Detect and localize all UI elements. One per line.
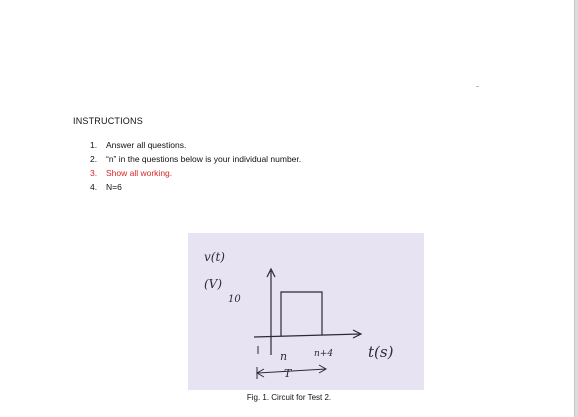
instruction-number: 2. [90,154,98,164]
scan-speck [476,86,479,87]
instruction-text: Answer all questions. [106,140,187,150]
instruction-text: “n” in the questions below is your individual number. [106,154,302,164]
figure-caption: Fig. 1. Circuit for Test 2. [246,393,332,402]
instructions-list [90,138,301,194]
instruction-item [90,138,301,152]
amplitude-label: 10 [228,294,241,305]
x-axis-line [254,334,360,337]
y-axis-unit-label: (V) [204,277,223,291]
pulse-start-label: n [280,350,288,363]
instruction-number: 3. [90,168,98,178]
pulse-waveform [281,292,322,336]
period-label: T [284,367,292,380]
handwritten-pulse-sketch [188,233,424,390]
pulse-end-label: n+4 [314,349,334,359]
x-axis-name-label: t(s) [368,343,394,361]
y-axis-name-label: v(t) [204,250,225,264]
instruction-number: 1. [90,140,98,150]
instruction-text: N=6 [106,182,122,192]
period-arrow-line [258,369,326,373]
instructions-heading: INSTRUCTIONS [73,116,143,126]
instruction-item [90,152,301,166]
instruction-number: 4. [90,182,98,192]
instruction-item [90,180,301,194]
waveform-photo [188,233,424,390]
instruction-text: Show all working. [106,168,173,178]
instruction-item [90,166,301,180]
